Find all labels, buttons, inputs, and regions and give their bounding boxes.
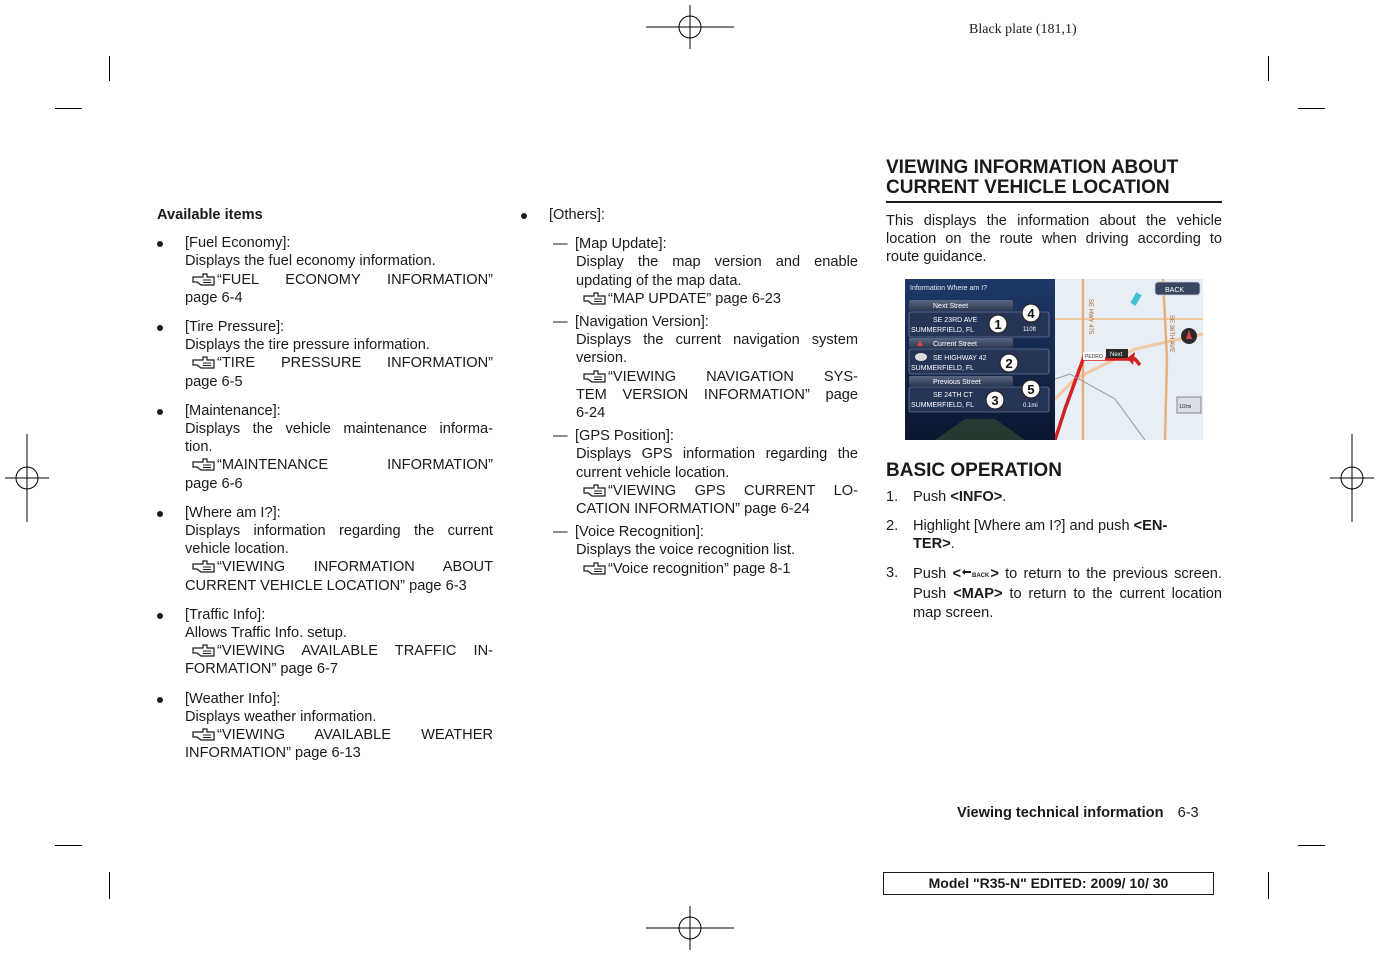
item-description: Allows Traffic Info. setup. [185,625,347,642]
bullet-dot [157,325,163,331]
reference-text [185,456,493,492]
reference-text [185,726,493,762]
reference-line: CURRENT VEHICLE LOCATION” page 6-3 [185,577,467,594]
available-items-heading: Available items [157,207,263,223]
reference-hand-icon [191,355,217,370]
item-label: [Voice Recognition]: [575,524,704,541]
svg-text:Current Street: Current Street [933,340,977,348]
registration-mark-top [646,5,734,49]
basic-step [886,517,1222,553]
step-number: 2. [886,517,899,534]
others-item [521,235,858,308]
item-label: [Tire Pressure]: [185,319,285,336]
callout-5 [1022,380,1040,398]
back-key-icon: BACK [962,564,989,585]
svg-text:2: 2 [1005,355,1013,371]
reference-line: page 6-5 [185,373,243,390]
reference-text [576,290,858,308]
step-number: 3. [886,565,899,582]
reference-hand-icon [582,561,608,576]
svg-text:Previous Street: Previous Street [933,378,981,386]
footer-section [957,804,1199,822]
step-text: <EN- [1133,517,1168,534]
reference-line: “MAP UPDATE” page 6-23 [608,290,782,307]
intro-paragraph: This displays the information about the vehicle location on the route when driving according to route guidance. [886,213,1222,266]
item-label: [Fuel Economy]: [185,235,291,252]
reference-line: page 6-4 [185,289,243,306]
map-road-label: PEDRO [1085,353,1103,360]
callout-2 [1000,354,1018,372]
reference-line: TEM VERSION INFORMATION” page [576,386,858,403]
item-label: [Weather Info]: [185,690,281,707]
section-title-basic-operation: BASIC OPERATION [886,459,1062,481]
registration-mark-right [1330,434,1374,522]
map-highway-label-2: SE 36TH AVE [1168,314,1174,352]
reference-line: “VIEWING AVAILABLE TRAFFIC IN- [217,643,493,660]
svg-text:SUMMERFIELD, FL: SUMMERFIELD, FL [911,326,975,334]
bullet-dot [157,613,163,619]
basic-operation-steps [886,488,1222,622]
reference-line: FORMATION” page 6-7 [185,661,338,678]
step-number: 1. [886,488,899,505]
title-rule [886,201,1222,203]
reference-hand-icon [191,559,217,574]
available-item [157,690,493,763]
reference-line: INFORMATION” page 6-13 [185,745,361,762]
others-label: [Others]: [549,207,605,223]
step-text: to return to the current location map screen. [913,586,1222,621]
item-description: Displays the fuel economy information. [185,253,436,270]
step-text: Highlight [Where am I?] and push [913,517,1134,534]
item-description: Displays the current navigation system version. [576,332,858,367]
screen-header: Information Where am I? [910,284,988,292]
step-text: Push [913,488,951,505]
step-text: TER> [913,536,951,553]
step-text: . [950,536,955,553]
available-item [157,606,493,679]
svg-text:5: 5 [1027,381,1035,397]
reference-line: “VIEWING INFORMATION ABOUT [217,559,493,576]
bullet-dot [157,511,163,517]
svg-text:SE 23RD AVE: SE 23RD AVE [933,316,978,324]
step-text: . [1002,488,1007,505]
item-label: [Where am I?]: [185,504,281,521]
item-label: [Maintenance]: [185,402,281,419]
dash-marker: — [553,314,568,331]
svg-text:110ft: 110ft [1023,326,1036,333]
reference-line: 6-24 [576,405,606,422]
available-item [157,402,493,493]
step-text: > [990,566,999,583]
footer-page-number: 6-3 [1177,805,1199,821]
reference-text [185,642,493,678]
step-text: to return to the previous screen. Push [913,566,1222,603]
reference-hand-icon [582,369,608,384]
back-button-label: BACK [1165,286,1185,294]
others-item [521,427,858,518]
item-description: Displays GPS information regarding the current vehicle location. [576,446,858,481]
svg-text:SE HIGHWAY 42: SE HIGHWAY 42 [933,354,987,362]
item-description: Displays the vehicle maintenance informa- tion. [185,421,493,456]
item-description: Displays weather information. [185,708,377,725]
svg-text:1: 1 [994,316,1002,332]
item-label: [Navigation Version]: [575,314,709,331]
where-am-i-screenshot [905,279,1203,440]
reference-hand-icon [582,483,608,498]
reference-line: “TIRE PRESSURE INFORMATION” [217,355,493,372]
others-item [521,523,858,578]
footer-section-title: Viewing technical information [957,805,1164,821]
step-text: <INFO> [950,488,1003,505]
column-others [521,206,858,583]
reference-hand-icon [191,727,217,742]
item-label: [GPS Position]: [575,428,674,445]
plate-label: Black plate (181,1) [969,22,1077,37]
item-description: Displays the voice recognition list. [576,542,796,559]
dash-marker: — [553,428,568,445]
item-description: Display the map version and enable updating of the map data. [576,254,858,289]
svg-text:3: 3 [991,392,999,408]
reference-line: “VIEWING AVAILABLE WEATHER [217,727,493,744]
others-item [521,313,858,422]
step-text: <MAP> [953,586,1003,603]
item-description: Displays the tire pressure information. [185,337,430,354]
item-description: Displays information regarding the current vehicle location. [185,523,493,558]
available-item [157,234,493,307]
svg-text:SUMMERFIELD, FL: SUMMERFIELD, FL [911,401,975,409]
column-available-items [157,206,493,773]
bullet-dot [521,213,527,219]
reference-text [185,354,493,390]
callout-1 [989,315,1007,333]
section-title-vehicle-location: VIEWING INFORMATION ABOUT CURRENT VEHICLE LOCATION [886,157,1179,198]
svg-text:4: 4 [1027,305,1035,321]
reference-text [185,271,493,307]
reference-line: “FUEL ECONOMY INFORMATION” [217,271,493,288]
item-label: [Traffic Info]: [185,606,266,623]
basic-step [886,564,1222,622]
reference-text [185,558,493,594]
reference-text [576,560,858,578]
reference-text [576,368,858,423]
svg-text:Next Street: Next Street [933,302,969,310]
reference-hand-icon [191,272,217,287]
basic-step [886,488,1222,506]
reference-line: page 6-6 [185,475,243,492]
reference-line: “Voice recognition” page 8-1 [608,560,791,577]
registration-mark-left [5,434,49,522]
item-label: [Map Update]: [575,236,667,253]
reference-hand-icon [582,291,608,306]
model-box: Model "R35-N" EDITED: 2009/ 10/ 30 [883,872,1214,895]
reference-hand-icon [191,643,217,658]
others-list [521,235,858,578]
svg-text:0.1mi: 0.1mi [1023,402,1038,409]
reference-line: “VIEWING GPS CURRENT LO- [608,482,858,499]
reference-line: “MAINTENANCE INFORMATION” [217,457,493,474]
dash-marker: — [553,524,568,541]
reference-hand-icon [191,457,217,472]
step-text: < [952,566,962,583]
column-vehicle-location [886,158,1222,633]
available-item [157,504,493,595]
scale-label: 1/2mi [1179,403,1192,410]
callout-3 [986,391,1004,409]
available-items-list [157,234,493,762]
registration-mark-bottom [646,906,734,950]
bullet-dot [157,409,163,415]
step-text: Push [913,566,953,583]
reference-line: CATION INFORMATION” page 6-24 [576,501,810,518]
bullet-dot [157,241,163,247]
callout-4 [1022,304,1040,322]
map-next-tag: Next [1110,351,1123,358]
svg-text:SUMMERFIELD, FL: SUMMERFIELD, FL [911,364,975,372]
bullet-dot [157,697,163,703]
svg-text:SE 24TH CT: SE 24TH CT [933,391,973,399]
dash-marker: — [553,236,568,253]
others-bullet [521,206,858,224]
available-item [157,318,493,391]
reference-line: “VIEWING NAVIGATION SYS- [608,368,858,385]
map-highway-label-1: SE HWY 475 [1087,298,1093,334]
reference-text [576,482,858,518]
